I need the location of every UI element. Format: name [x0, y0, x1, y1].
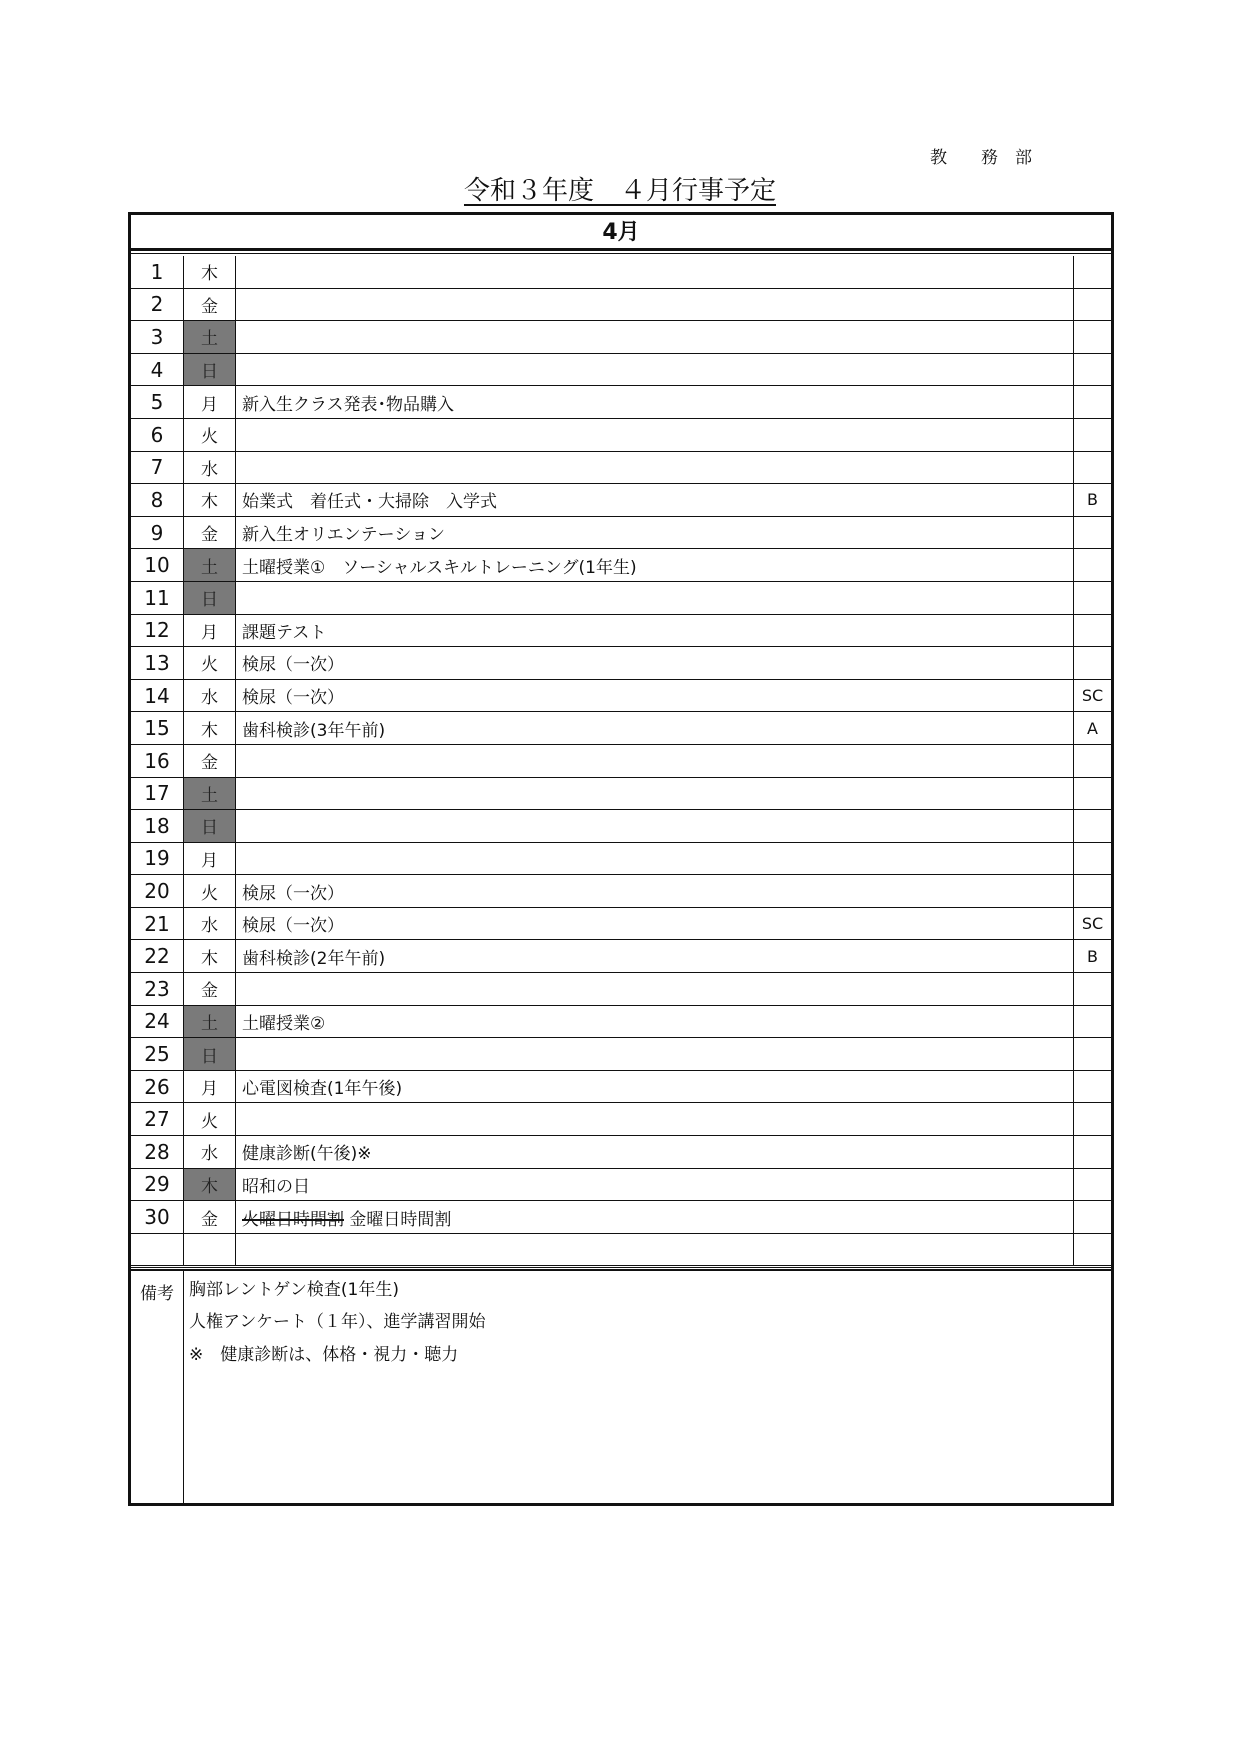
event-text: 心電図検査(1年午後): [242, 1079, 403, 1100]
mark-cell: [1074, 419, 1111, 451]
day-number: 8: [131, 484, 184, 516]
day-number: 5: [131, 386, 184, 418]
day-number: 17: [131, 778, 184, 810]
day-number: 22: [131, 940, 184, 972]
weekday: 日: [184, 810, 236, 842]
event-cell: [236, 973, 1074, 1005]
weekday: 月: [184, 1071, 236, 1103]
event-cell: [236, 810, 1074, 842]
day-number: 14: [131, 680, 184, 712]
event-cell: [236, 1038, 1074, 1070]
table-row: [131, 940, 1111, 973]
day-number: 27: [131, 1103, 184, 1135]
weekday: 火: [184, 875, 236, 907]
table-row: [131, 321, 1111, 354]
weekday: 水: [184, 1136, 236, 1168]
notes-section: [131, 1271, 1111, 1503]
event-text: 昭和の日: [242, 1176, 310, 1197]
mark-cell: [1074, 582, 1111, 614]
table-row: [131, 354, 1111, 387]
note-line: ※ 健康診断は、体格・視力・聴力: [189, 1344, 459, 1365]
event-text: 新入生オリエンテーション: [242, 525, 445, 546]
mark-cell: [1074, 1038, 1111, 1070]
event-cell: [236, 778, 1074, 810]
note-line: 人権アンケート（１年）、進学講習開始: [189, 1312, 486, 1333]
schedule-table: [128, 212, 1114, 1506]
weekday: 水: [184, 908, 236, 940]
mark-cell: [1074, 1136, 1111, 1168]
day-number: 6: [131, 419, 184, 451]
mark-cell: B: [1087, 946, 1098, 966]
day-number: 12: [131, 615, 184, 647]
month-header: 4月: [131, 215, 1111, 251]
mark-cell: [1074, 1103, 1111, 1135]
weekday: 金: [184, 745, 236, 777]
day-number: 24: [131, 1006, 184, 1038]
event-text: 検尿（一次）: [242, 883, 344, 904]
event-text: 検尿（一次）: [242, 655, 344, 676]
mark-cell: SC: [1081, 914, 1104, 934]
notes-lines: [189, 1279, 1111, 1377]
page-title: 令和３年度 ４月行事予定: [463, 176, 776, 206]
day-number: 25: [131, 1038, 184, 1070]
mark-cell: [1074, 452, 1111, 484]
weekday: 木: [184, 712, 236, 744]
table-row: [131, 810, 1111, 843]
event-cell: [236, 647, 1074, 679]
table-row: [131, 289, 1111, 322]
weekday: 金: [184, 289, 236, 321]
event-text: 健康診断(午後)※: [242, 1144, 372, 1165]
mark-cell: [1074, 321, 1111, 353]
event-cell: [236, 680, 1074, 712]
weekday: 木: [184, 940, 236, 972]
event-text: 始業式 着任式・大掃除 入学式: [242, 492, 497, 513]
weekday: 月: [184, 843, 236, 875]
day-number: 11: [131, 582, 184, 614]
day-number: 16: [131, 745, 184, 777]
weekday: 火: [184, 647, 236, 679]
table-row: [131, 1201, 1111, 1234]
event-text: 課題テスト: [242, 622, 327, 643]
weekday: 火: [184, 419, 236, 451]
table-row: [131, 517, 1111, 550]
mark-cell: [1074, 549, 1111, 581]
event-cell: [236, 1169, 1074, 1201]
event-cell: [236, 745, 1074, 777]
event-cell: [236, 1201, 1074, 1233]
department-label: 教 務 部: [930, 148, 1032, 168]
table-row: [131, 1071, 1111, 1104]
weekday: 日: [184, 1038, 236, 1070]
weekday: 土: [184, 321, 236, 353]
table-row: [131, 419, 1111, 452]
weekday: 土: [184, 549, 236, 581]
day-number: 2: [131, 289, 184, 321]
event-cell: [236, 940, 1074, 972]
table-row: [131, 386, 1111, 419]
mark-cell: [1074, 647, 1111, 679]
event-text: 新入生クラス発表･物品購入: [242, 394, 454, 415]
event-cell: [236, 615, 1074, 647]
mark-cell: [1074, 289, 1111, 321]
event-cell: [236, 1136, 1074, 1168]
event-text: 歯科検診(3年午前): [242, 720, 386, 741]
event-cell: [236, 386, 1074, 418]
day-number: 26: [131, 1071, 184, 1103]
table-row: [131, 256, 1111, 289]
day-number: 20: [131, 875, 184, 907]
mark-cell: [1074, 517, 1111, 549]
weekday: 月: [184, 386, 236, 418]
mark-cell: B: [1087, 490, 1098, 510]
day-number: [131, 1234, 184, 1266]
table-row: [131, 745, 1111, 778]
weekday: 月: [184, 615, 236, 647]
event-cell: [236, 256, 1074, 288]
weekday: 木: [184, 1169, 236, 1201]
table-row: [131, 1169, 1111, 1202]
mark-cell: [1074, 778, 1111, 810]
event-cell: [236, 419, 1074, 451]
weekday: 金: [184, 973, 236, 1005]
table-row: [131, 1103, 1111, 1136]
mark-cell: [1074, 615, 1111, 647]
event-text: 土曜授業① ソーシャルスキルトレーニング(1年生): [242, 557, 637, 578]
day-number: 3: [131, 321, 184, 353]
table-row: [131, 973, 1111, 1006]
event-cell: [236, 484, 1074, 516]
table-row: [131, 549, 1111, 582]
table-row: [131, 1038, 1111, 1071]
table-row: [131, 1136, 1111, 1169]
table-row: [131, 908, 1111, 941]
day-number: 18: [131, 810, 184, 842]
weekday: 土: [184, 778, 236, 810]
mark-cell: [1074, 386, 1111, 418]
weekday: 日: [184, 354, 236, 386]
mark-cell: SC: [1081, 686, 1104, 706]
day-number: 23: [131, 973, 184, 1005]
event-text: 歯科検診(2年午前): [242, 948, 386, 969]
month-header-divider: [131, 253, 1111, 254]
event-text: 土曜授業②: [242, 1013, 326, 1034]
event-cell: [236, 1103, 1074, 1135]
table-row: [131, 1234, 1111, 1267]
weekday: 日: [184, 582, 236, 614]
event-cell: [236, 1071, 1074, 1103]
struck-event-text: 火曜日時間割: [242, 1209, 344, 1230]
day-number: 15: [131, 712, 184, 744]
day-number: 19: [131, 843, 184, 875]
mark-cell: [1074, 1201, 1111, 1233]
event-text: 検尿（一次）: [242, 688, 344, 709]
event-cell: [236, 354, 1074, 386]
event-cell: [236, 712, 1074, 744]
day-number: 9: [131, 517, 184, 549]
day-number: 28: [131, 1136, 184, 1168]
weekday: 水: [184, 680, 236, 712]
mark-cell: [1074, 354, 1111, 386]
mark-cell: [1074, 1169, 1111, 1201]
event-text: 検尿（一次）: [242, 916, 344, 937]
mark-cell: [1074, 810, 1111, 842]
event-cell: [236, 549, 1074, 581]
mark-cell: [1074, 1234, 1111, 1266]
event-cell: [236, 321, 1074, 353]
event-cell: [236, 517, 1074, 549]
day-number: 10: [131, 549, 184, 581]
mark-cell: [1074, 745, 1111, 777]
table-row: [131, 582, 1111, 615]
event-cell: [236, 908, 1074, 940]
table-row: [131, 452, 1111, 485]
table-row: [131, 680, 1111, 713]
event-cell: [236, 452, 1074, 484]
day-number: 1: [131, 256, 184, 288]
event-cell: [236, 582, 1074, 614]
mark-cell: [1074, 973, 1111, 1005]
mark-cell: [1074, 1071, 1111, 1103]
event-cell: [236, 1006, 1074, 1038]
event-text: 金曜日時間割: [344, 1209, 452, 1230]
weekday: 金: [184, 1201, 236, 1233]
weekday: 水: [184, 452, 236, 484]
event-cell: [236, 1234, 1074, 1266]
table-row: [131, 484, 1111, 517]
mark-cell: [1074, 875, 1111, 907]
mark-cell: [1074, 1006, 1111, 1038]
day-rows: [131, 256, 1111, 1266]
table-row: [131, 647, 1111, 680]
event-cell: [236, 875, 1074, 907]
table-row: [131, 778, 1111, 811]
table-row: [131, 712, 1111, 745]
day-number: 30: [131, 1201, 184, 1233]
weekday: 金: [184, 517, 236, 549]
weekday: 木: [184, 256, 236, 288]
day-number: 13: [131, 647, 184, 679]
table-row: [131, 875, 1111, 908]
notes-label: 備考: [131, 1271, 184, 1503]
event-cell: [236, 843, 1074, 875]
weekday: 土: [184, 1006, 236, 1038]
weekday: 火: [184, 1103, 236, 1135]
day-number: 21: [131, 908, 184, 940]
table-row: [131, 843, 1111, 876]
mark-cell: [1074, 256, 1111, 288]
day-number: 4: [131, 354, 184, 386]
note-line: 胸部レントゲン検査(1年生): [189, 1279, 399, 1300]
weekday: [184, 1234, 236, 1266]
day-number: 29: [131, 1169, 184, 1201]
mark-cell: A: [1087, 718, 1098, 738]
mark-cell: [1074, 843, 1111, 875]
weekday: 木: [184, 484, 236, 516]
day-number: 7: [131, 452, 184, 484]
table-row: [131, 1006, 1111, 1039]
table-row: [131, 615, 1111, 648]
event-cell: [236, 289, 1074, 321]
